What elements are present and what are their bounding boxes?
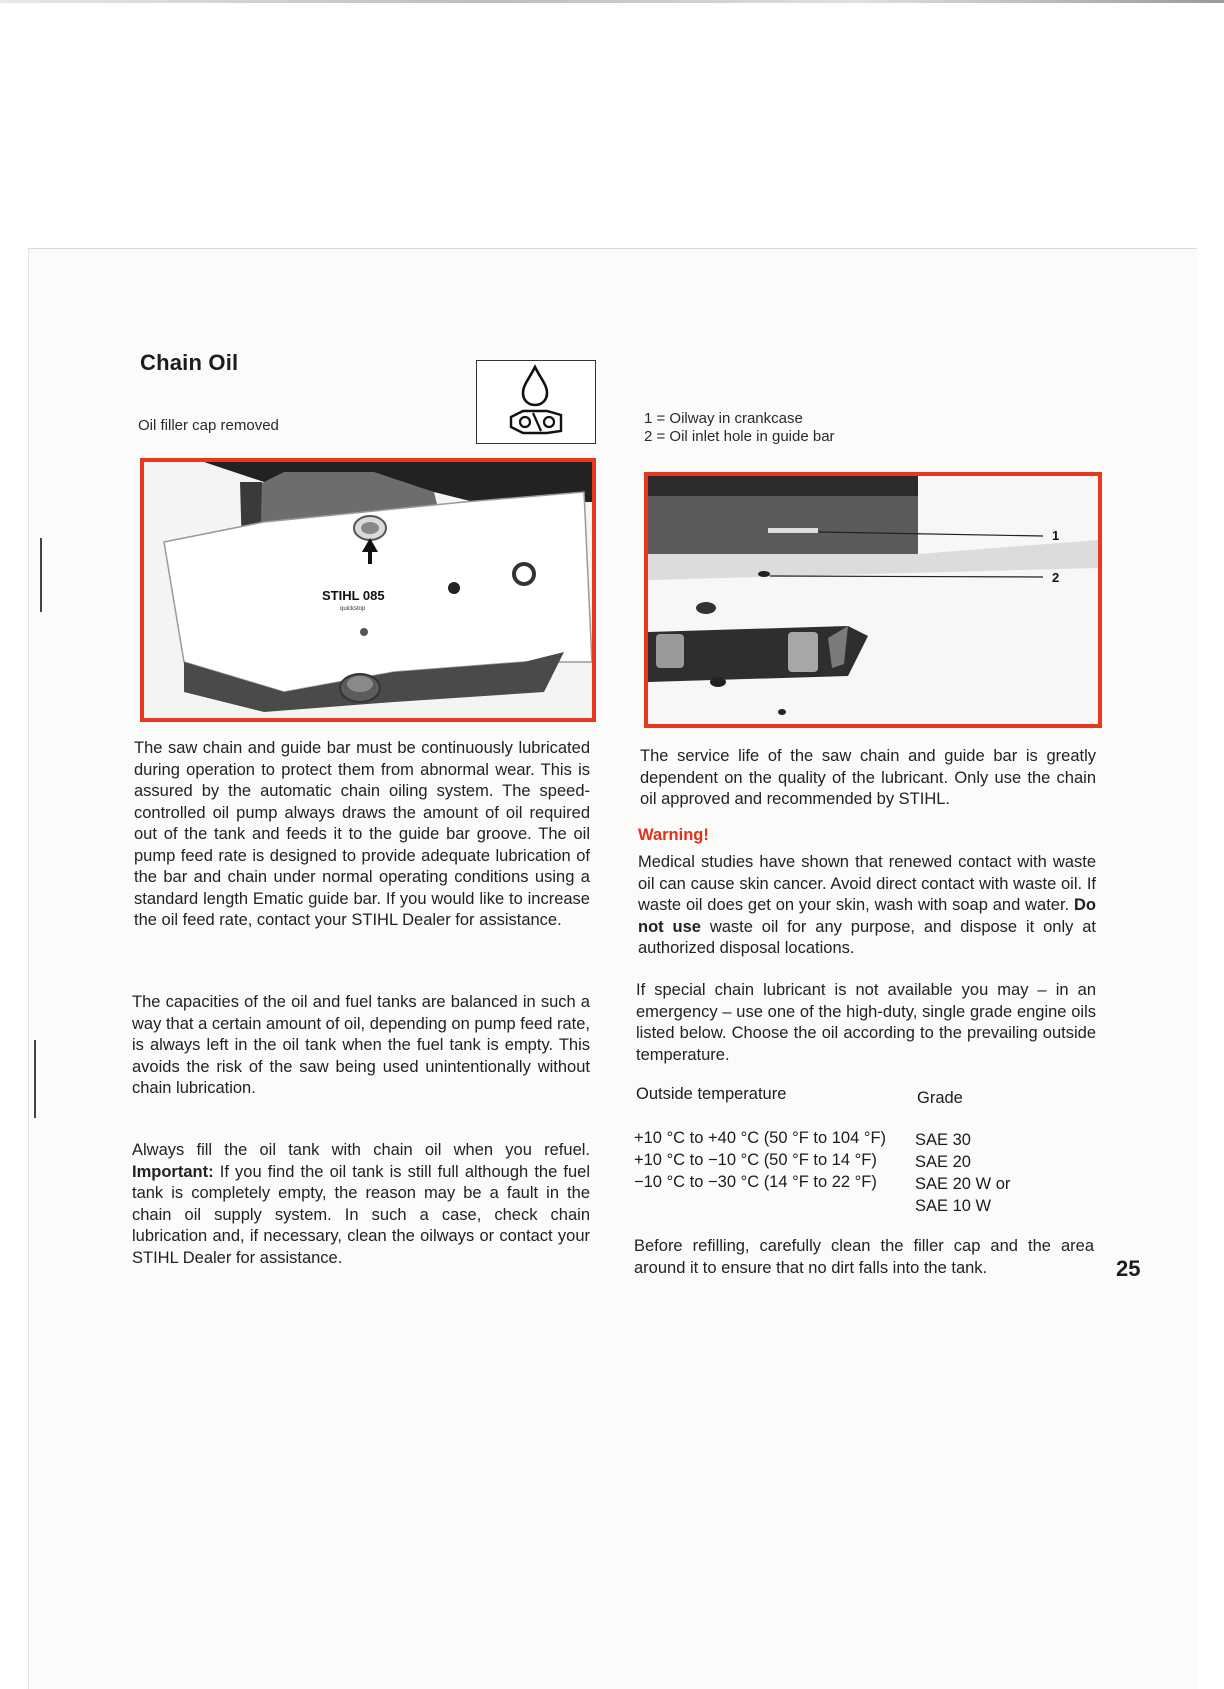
warning-part2: waste oil for any purpose, and dispose it only at authorized disposal locations. xyxy=(638,917,1096,957)
page-number: 25 xyxy=(1116,1256,1141,1281)
binding-mark xyxy=(40,538,42,612)
refuel-lead: Always fill the oil tank with chain oil when you refuel. xyxy=(132,1141,590,1159)
callout-1: 1 xyxy=(1052,528,1060,543)
left-figure-caption: Oil filler cap removed xyxy=(138,417,279,434)
legend-item-2: 2 = Oil inlet hole in guide bar xyxy=(644,428,835,445)
important-label: Important: xyxy=(132,1162,214,1181)
binding-mark xyxy=(34,1040,36,1118)
page-title: Chain Oil xyxy=(140,350,239,375)
table-header-grade: Grade xyxy=(917,1089,963,1107)
saw-label-sub: quickstop xyxy=(340,606,366,612)
callout-2: 2 xyxy=(1052,570,1060,585)
refuel-rest: If you find the oil tank is still full although the fuel tank is completely empty, the reason may be a fault in the chain oil supply system. In such a case, check chain lubrication and, if necessary, clean the oilways or contact your STIHL Dealer for assistance. xyxy=(132,1162,591,1267)
warning-part1: Medical studies have shown that renewed contact with waste oil can cause skin cancer. Avoid direct contact with waste oil. If waste oil does get on your skin, wash with soap and water. xyxy=(638,853,1096,914)
table-row-grade: SAE 10 W xyxy=(915,1197,992,1215)
table-row-temp: +10 °C to −10 °C (50 °F to 14 °F) xyxy=(634,1151,877,1169)
table-row-grade: SAE 20 W or xyxy=(915,1175,1011,1193)
left-para-capacities: The capacities of the oil and fuel tanks are balanced in such a way that a certain amount of oil, depending on pump feed rate, is always left in the oil tank when the fuel tank is empty. This avoids the risk of the saw being used unintentionally without chain lubrication. xyxy=(132,993,590,1097)
warning-text xyxy=(638,852,1096,960)
left-para-lubrication: The saw chain and guide bar must be continuously lubricated during operation to protect them from abnormal wear. This is assured by the automatic chain oiling system. The speed-controlled oil pump always draws the amount of oil required out of the tank and feeds it to the guide bar groove. The oil pump feed rate is designed to provide adequate lubrication of the bar and chain under normal operating conditions using a standard length Ematic guide bar. If you would like to increase the oil feed rate, contact your STIHL Dealer for assistance. xyxy=(134,739,590,929)
oil-drop-chain-icon xyxy=(477,361,595,443)
table-row-temp: +10 °C to +40 °C (50 °F to 104 °F) xyxy=(634,1129,887,1147)
chain-oil-symbol xyxy=(476,360,596,444)
chainsaw-housing-illustration xyxy=(144,462,592,718)
table-row-grade: SAE 20 xyxy=(915,1153,971,1171)
guide-bar-illustration xyxy=(648,476,1098,724)
oil-filler-photo xyxy=(140,458,596,722)
do-not-use-label: Do not use xyxy=(638,896,1096,936)
right-para-refilling: Before refilling, carefully clean the filler cap and the area around it to ensure that no dirt falls into the tank. xyxy=(634,1237,1094,1277)
right-para-service-life: The service life of the saw chain and guide bar is greatly dependent on the quality of the lubricant. Only use the chain oil approved and recommended by STIHL. xyxy=(640,747,1096,808)
left-para-refuel xyxy=(132,1140,590,1269)
table-row-grade: SAE 30 xyxy=(915,1131,971,1149)
saw-label-brand: STIHL 085 xyxy=(322,588,385,603)
oilway-photo xyxy=(644,472,1102,728)
scan-top-edge xyxy=(0,0,1224,3)
right-para-emergency: If special chain lubricant is not available you may – in an emergency – use one of the high-duty, single grade engine oils listed below. Choose the oil according to the prevailing outside temperature. xyxy=(636,981,1096,1064)
legend-item-1: 1 = Oilway in crankcase xyxy=(644,410,803,427)
table-header-temp: Outside temperature xyxy=(636,1085,787,1103)
table-row-temp: −10 °C to −30 °C (14 °F to 22 °F) xyxy=(634,1173,877,1191)
warning-heading: Warning! xyxy=(638,826,709,844)
